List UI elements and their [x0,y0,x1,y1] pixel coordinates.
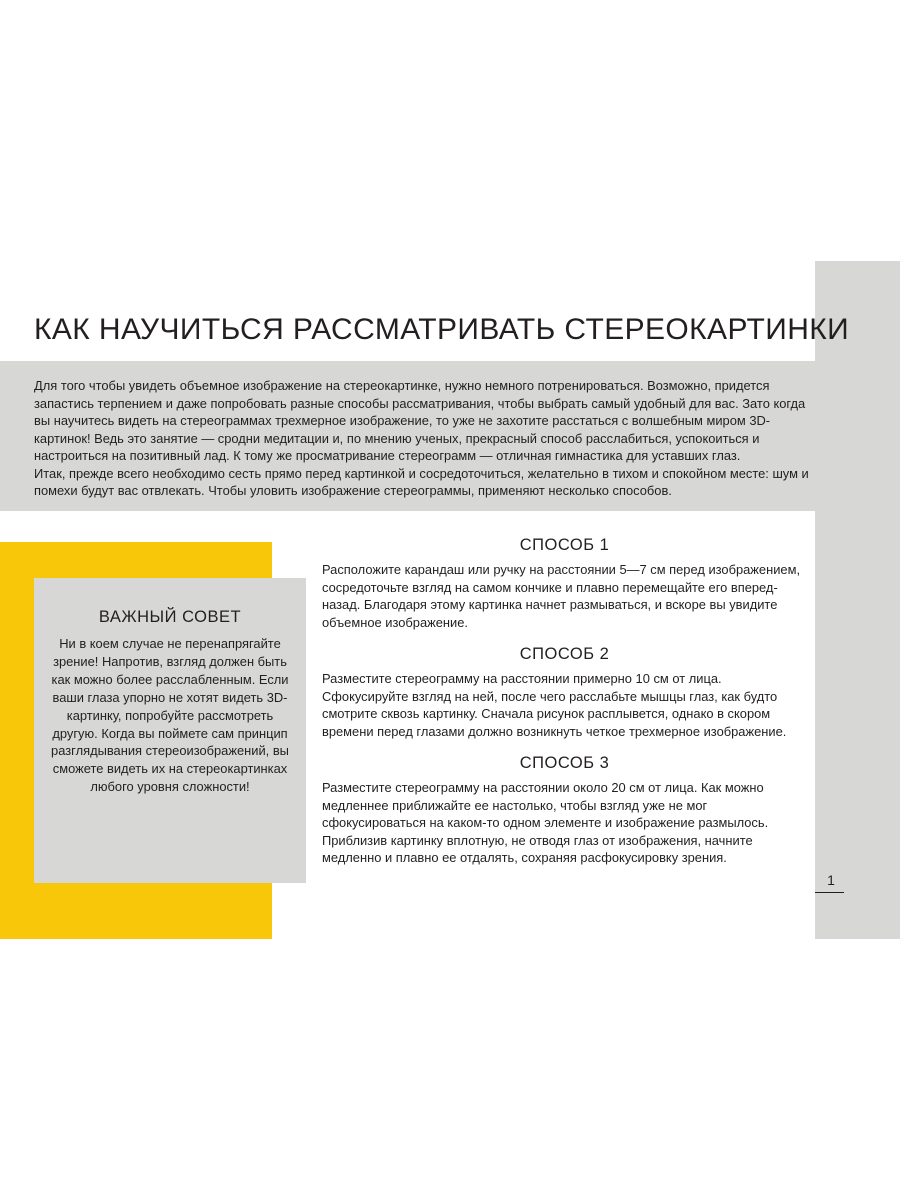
intro-paragraph: Для того чтобы увидеть объемное изображение на стереокартинке, нужно немного потренироваться. Возможно, придется запастись терпением и даже попробовать разные способы рассматривания, чтобы выбрать самый удобный для вас. Зато когда вы научитесь видеть на стереограммах трехмерное изображение, то уже не захотите расстаться с волшебным миром 3D-картинок! Ведь это занятие — сродни медитации и, по мнению ученых, прекрасный способ расслабиться, успокоиться и настроиться на позитивный лад. К тому же просматривание стереограмм — отличная гимнастика для уставших глаз. [34,378,806,463]
page-title: КАК НАУЧИТЬСЯ РАССМАТРИВАТЬ СТЕРЕОКАРТИНКИ [34,313,850,346]
page-number-rule [815,892,844,893]
method-1 [322,536,807,631]
method-title: СПОСОБ 3 [519,754,610,772]
tip-text: Ни в коем случае не перенапрягайте зрение! Напротив, взгляд должен быть как можно более расслабленным. Если ваши глаза упорно не хотят видеть 3D-картинку, попробуйте рассмотреть другую. Когда вы поймете сам принцип разглядывания стереоизображений, вы сможете видеть их на стереокартинках любого уровня сложности! [51,636,289,795]
method-3 [322,754,807,867]
method-title: СПОСОБ 2 [519,645,610,663]
page-number: 1 [827,872,835,888]
right-gray-band [815,261,900,939]
intro-paragraph: Итак, прежде всего необходимо сесть прямо перед картинкой и сосредоточиться, желательно в тихом и спокойном месте: шум и помехи будут вас отвлекать. Чтобы уловить изображение стереограммы, применяют несколько способов. [34,465,809,498]
method-2 [322,645,807,740]
methods-section [322,536,807,881]
method-title: СПОСОБ 1 [519,536,610,554]
method-text: Расположите карандаш или ручку на расстоянии 5—7 см перед изображением, сосредоточьте взгляд на самом кончике и плавно перемещайте его вперед-назад. Благодаря этому картинка начнет размываться, и вскоре вы увидите объемное изображение. [322,562,801,630]
method-text: Разместите стереограмму на расстоянии примерно 10 см от лица. Сфокусируйте взгляд на ней, после чего расслабьте мышцы глаз, как будто смотрите сквозь картинку. Сначала рисунок расплывется, однако в скором времени перед глазами должно возникнуть четкое трехмерное изображение. [322,671,787,739]
tip-title: ВАЖНЫЙ СОВЕТ [98,608,242,626]
important-tip-box [34,578,306,883]
method-text: Разместите стереограмму на расстоянии около 20 см от лица. Как можно медленнее приближайте ее настолько, чтобы взгляд уже не мог сфокусироваться на каком-то одном элементе и изображение размылось. Приблизив картинку вплотную, не отводя глаз от изображения, начните медленно и плавно ее отдалять, сохраняя расфокусировку зрения. [322,780,769,865]
intro-text [34,377,809,500]
